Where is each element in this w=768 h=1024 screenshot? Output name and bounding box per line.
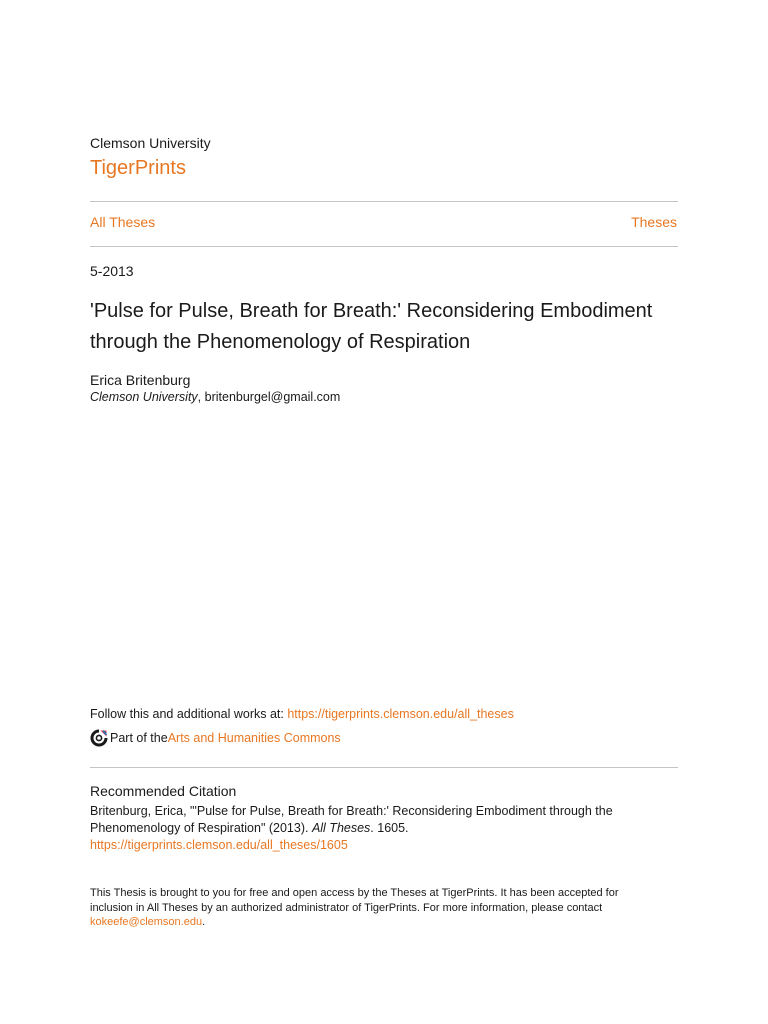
commons-link[interactable]: Arts and Humanities Commons [167,731,341,745]
institution-name: Clemson University [90,135,211,151]
follow-url-link[interactable]: https://tigerprints.clemson.edu/all_theses [287,707,514,721]
citation-block [90,803,650,854]
divider [90,246,678,247]
access-notice [90,886,650,930]
follow-line [90,707,514,721]
access-notice-text: This Thesis is brought to you for free and open access by the Theses at TigerPrints. It has been accepted for inclusion in All Theses by an authorized administrator of TigerPrints. For more information, please contact [90,887,619,914]
access-notice-end: . [202,916,206,928]
collection-link[interactable]: All Theses [90,214,156,230]
repository-link[interactable]: TigerPrints [90,157,186,179]
article-title: 'Pulse for Pulse, Breath for Breath:' Reconsidering Embodiment through the Phenomenology of Respiration [90,300,653,353]
publication-date: 5-2013 [90,263,134,279]
citation-url-link[interactable]: https://tigerprints.clemson.edu/all_theses/1605 [90,838,348,852]
divider [90,201,678,202]
author-name: Erica Britenburg [90,372,191,388]
part-of-text: Part of the [110,731,168,745]
parent-collection-link[interactable]: Theses [631,214,677,230]
author-email: britenburgel@gmail.com [204,390,341,404]
citation-number: . 1605. [370,821,409,835]
citation-text: Britenburg, Erica, "'Pulse for Pulse, Breath for Breath:' Reconsidering Embodiment through the Phenomenology of Respiration" (2013). [90,804,613,835]
part-of-line [90,729,341,747]
citation-series: All Theses [311,821,371,835]
network-logo-icon [90,729,108,747]
author-affiliation [90,390,340,404]
contact-email-link[interactable]: kokeefe@clemson.edu [90,916,203,928]
citation-heading: Recommended Citation [90,783,237,799]
divider [90,767,678,768]
affiliation-separator: , [197,390,205,404]
affiliation-name: Clemson University [90,390,198,404]
follow-text: Follow this and additional works at: [90,707,288,721]
